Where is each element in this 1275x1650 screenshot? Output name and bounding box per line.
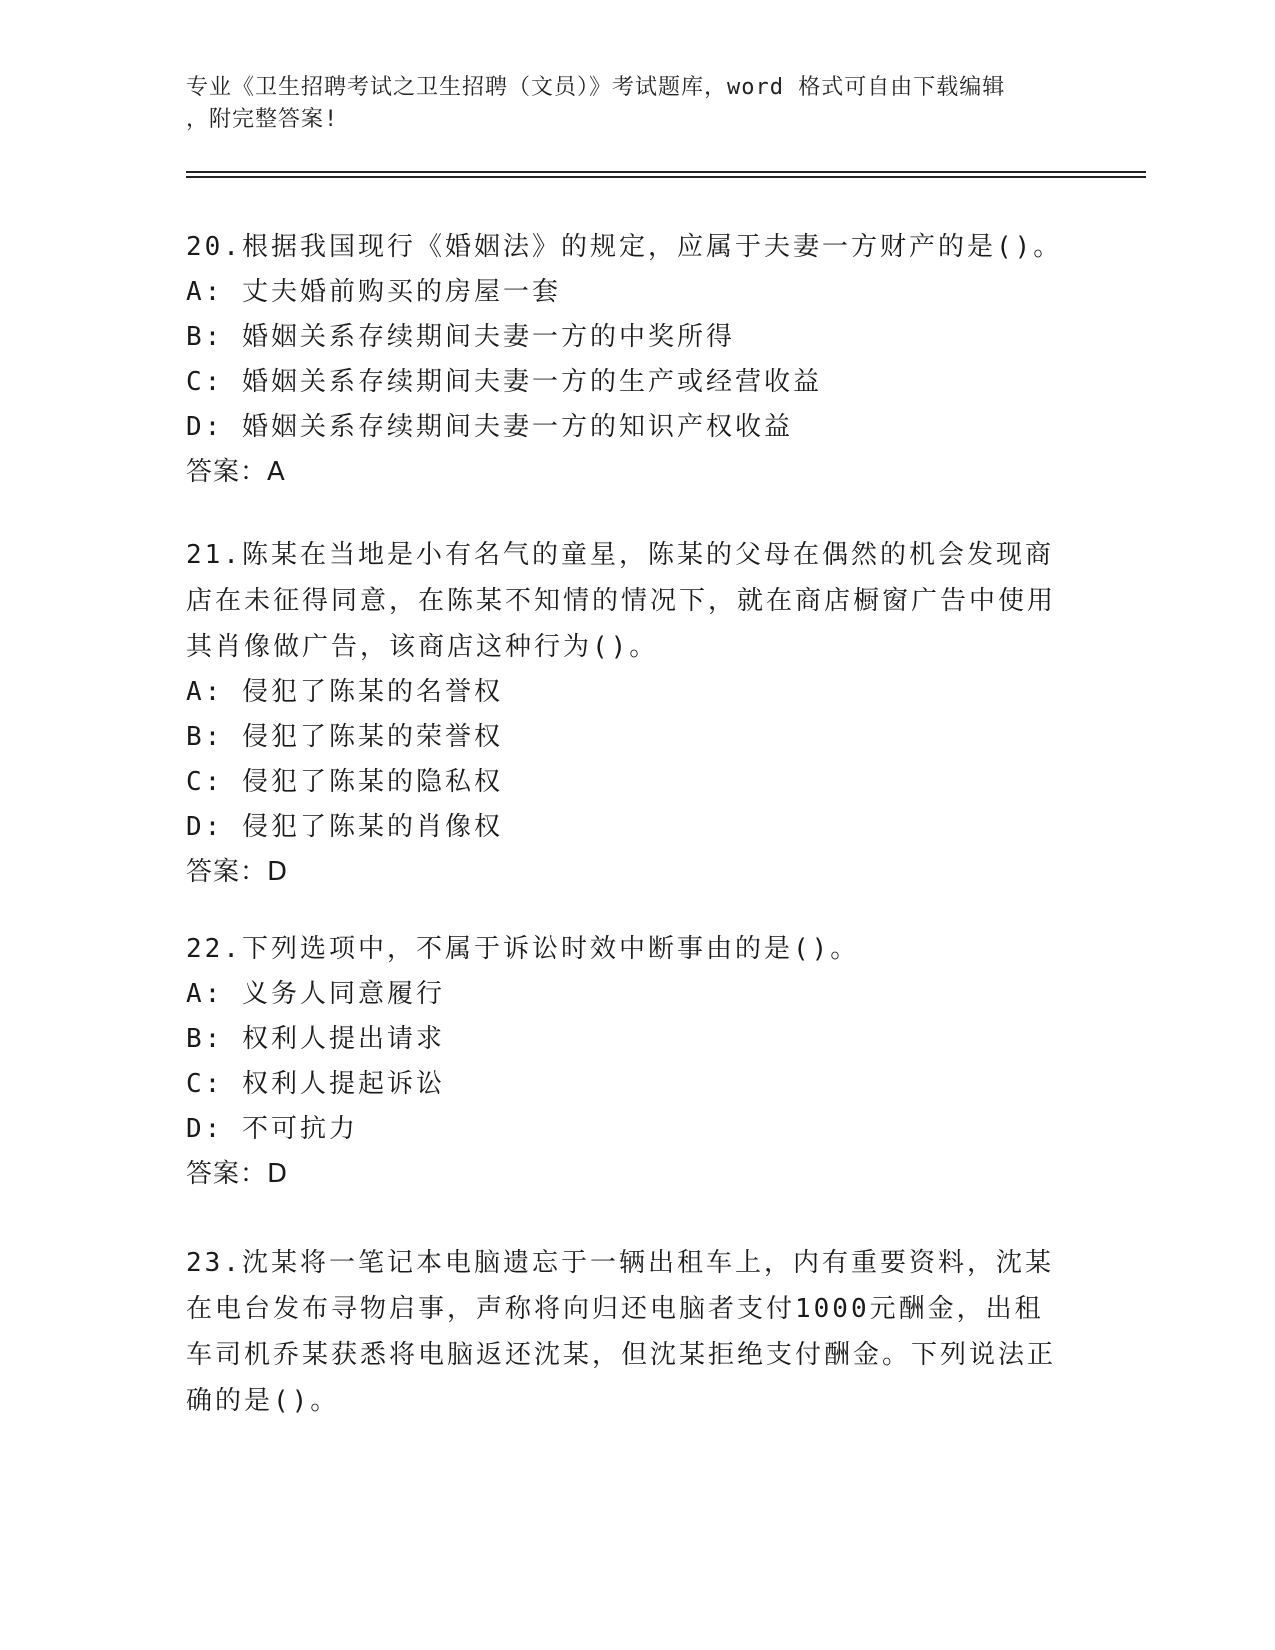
question-stem: 21.陈某在当地是小有名气的童星，陈某的父母在偶然的机会发现商店在未征得同意，在陈某不知情的情况下，就在商店橱窗广告中使用其肖像做广告，该商店这种行为()。 xyxy=(186,540,1057,662)
option-c: C: 侵犯了陈某的隐私权 xyxy=(186,767,503,797)
option-c: C: 婚姻关系存续期间夫妻一方的生产或经营收益 xyxy=(186,367,822,397)
question-22 xyxy=(186,926,1066,1197)
question-23 xyxy=(186,1240,1066,1424)
header-line-2: ，附完整答案! xyxy=(186,107,339,132)
question-stem: 23.沈某将一笔记本电脑遗忘于一辆出租车上，内有重要资料，沈某在电台发布寻物启事，声称将向归还电脑者支付1000元酬金，出租车司机乔某获悉将电脑返还沈某，但沈某拒绝支付酬金。下列说法正确的是()。 xyxy=(186,1248,1057,1416)
option-b: B: 权利人提出请求 xyxy=(186,1024,445,1054)
question-21 xyxy=(186,532,1066,895)
answer: 答案：D xyxy=(186,857,289,887)
option-d: D: 婚姻关系存续期间夫妻一方的知识产权收益 xyxy=(186,412,793,442)
option-a: A: 侵犯了陈某的名誉权 xyxy=(186,677,503,707)
question-stem: 22.下列选项中，不属于诉讼时效中断事由的是()。 xyxy=(186,934,860,964)
option-a: A: 丈夫婚前购买的房屋一套 xyxy=(186,277,561,307)
option-a: A: 义务人同意履行 xyxy=(186,979,445,1009)
option-d: D: 不可抗力 xyxy=(186,1114,358,1144)
question-20 xyxy=(186,224,1066,495)
question-stem: 20.根据我国现行《婚姻法》的规定，应属于夫妻一方财产的是()。 xyxy=(186,232,1063,262)
option-c: C: 权利人提起诉讼 xyxy=(186,1069,445,1099)
option-b: B: 婚姻关系存续期间夫妻一方的中奖所得 xyxy=(186,322,735,352)
header-divider-top xyxy=(186,171,1146,173)
option-b: B: 侵犯了陈某的荣誉权 xyxy=(186,722,503,752)
header-line-1: 专业《卫生招聘考试之卫生招聘（文员）》考试题库，word 格式可自由下载编辑 xyxy=(186,75,1006,100)
document-header xyxy=(186,72,1066,136)
header-divider-bottom xyxy=(186,176,1146,178)
answer: 答案：D xyxy=(186,1159,289,1189)
option-d: D: 侵犯了陈某的肖像权 xyxy=(186,812,503,842)
answer: 答案：A xyxy=(186,457,286,487)
